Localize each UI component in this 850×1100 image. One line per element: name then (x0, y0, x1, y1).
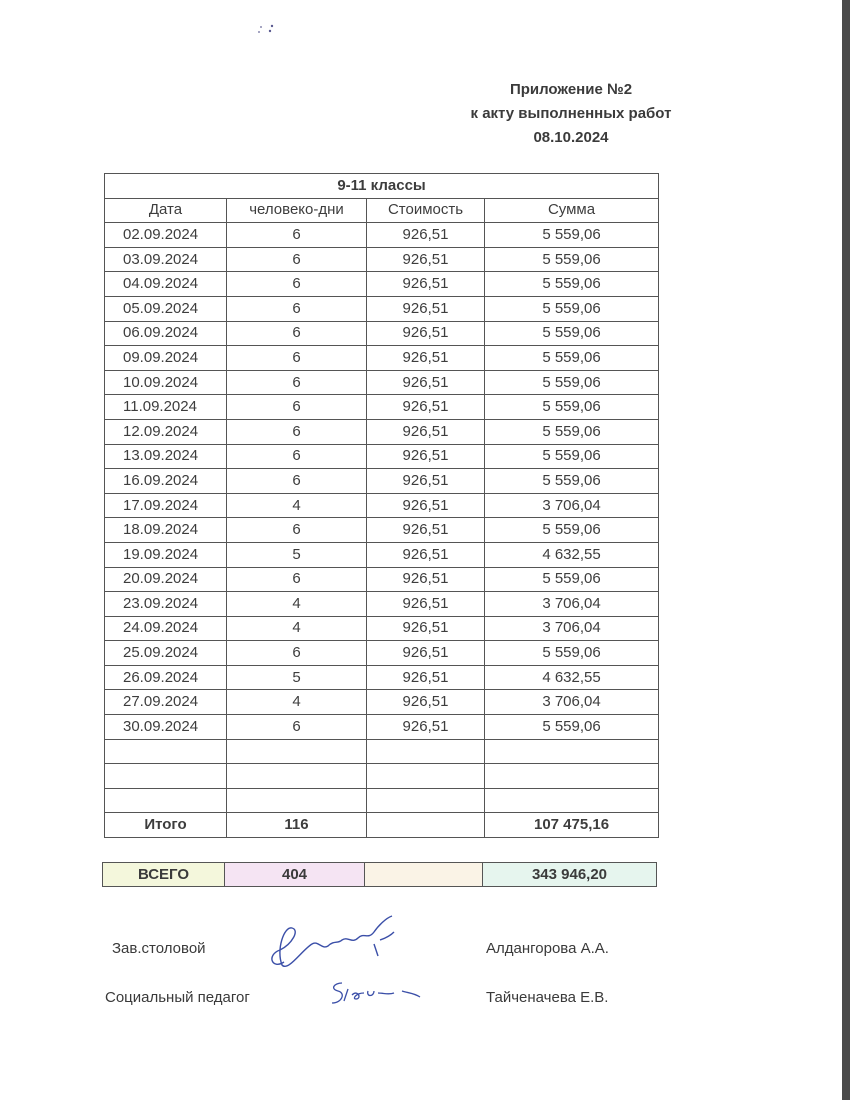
column-header-price: Стоимость (367, 198, 485, 223)
table-row (105, 542, 659, 567)
signatory-name-canteen-head: Алдангорова А.А. (486, 940, 609, 957)
table-row (105, 223, 659, 248)
cell-person-days: 5 (227, 665, 367, 690)
cell-price: 926,51 (367, 690, 485, 715)
empty-cell (367, 739, 485, 764)
grand-total-sum: 343 946,20 (483, 863, 657, 887)
cell-person-days: 6 (227, 247, 367, 272)
cell-price: 926,51 (367, 592, 485, 617)
cell-date: 23.09.2024 (105, 592, 227, 617)
grand-total-person-days: 404 (225, 863, 365, 887)
cell-sum: 5 559,06 (485, 346, 659, 371)
document-heading (430, 78, 712, 150)
cell-date: 12.09.2024 (105, 419, 227, 444)
cell-person-days: 6 (227, 272, 367, 297)
cell-date: 10.09.2024 (105, 370, 227, 395)
cell-date: 25.09.2024 (105, 641, 227, 666)
table-title-row (105, 174, 659, 199)
cell-price: 926,51 (367, 493, 485, 518)
cell-person-days: 6 (227, 296, 367, 321)
cell-date: 17.09.2024 (105, 493, 227, 518)
cell-sum: 4 632,55 (485, 665, 659, 690)
cell-sum: 5 559,06 (485, 715, 659, 740)
cell-date: 06.09.2024 (105, 321, 227, 346)
cell-person-days: 4 (227, 690, 367, 715)
cell-date: 24.09.2024 (105, 616, 227, 641)
cell-price: 926,51 (367, 223, 485, 248)
empty-row (105, 788, 659, 813)
cell-sum: 3 706,04 (485, 616, 659, 641)
column-header-date: Дата (105, 198, 227, 223)
cell-sum: 4 632,55 (485, 542, 659, 567)
table-row (105, 321, 659, 346)
cell-date: 20.09.2024 (105, 567, 227, 592)
cell-price: 926,51 (367, 469, 485, 494)
act-date: 08.10.2024 (533, 129, 609, 146)
cell-sum: 3 706,04 (485, 690, 659, 715)
cell-date: 19.09.2024 (105, 542, 227, 567)
cell-person-days: 5 (227, 542, 367, 567)
cell-date: 16.09.2024 (105, 469, 227, 494)
table-row (105, 518, 659, 543)
cell-date: 09.09.2024 (105, 346, 227, 371)
cell-price: 926,51 (367, 395, 485, 420)
cell-price: 926,51 (367, 616, 485, 641)
cell-date: 02.09.2024 (105, 223, 227, 248)
cell-person-days: 4 (227, 616, 367, 641)
table-row (105, 370, 659, 395)
table-row (105, 592, 659, 617)
cell-sum: 5 559,06 (485, 223, 659, 248)
column-header-person-days: человеко-дни (227, 198, 367, 223)
empty-row (105, 739, 659, 764)
cell-sum: 5 559,06 (485, 518, 659, 543)
empty-cell (227, 764, 367, 789)
cell-person-days: 6 (227, 223, 367, 248)
table-row (105, 272, 659, 297)
cell-date: 04.09.2024 (105, 272, 227, 297)
cell-price: 926,51 (367, 567, 485, 592)
cell-sum: 5 559,06 (485, 272, 659, 297)
cell-price: 926,51 (367, 715, 485, 740)
cell-person-days: 6 (227, 518, 367, 543)
cell-date: 18.09.2024 (105, 518, 227, 543)
total-sum: 107 475,16 (485, 813, 659, 838)
cell-price: 926,51 (367, 641, 485, 666)
cell-person-days: 6 (227, 715, 367, 740)
table-row (105, 419, 659, 444)
cell-price: 926,51 (367, 444, 485, 469)
empty-cell (485, 739, 659, 764)
grand-total-label: ВСЕГО (103, 863, 225, 887)
empty-row (105, 764, 659, 789)
grand-total-row (103, 863, 657, 887)
cell-price: 926,51 (367, 518, 485, 543)
cell-price: 926,51 (367, 665, 485, 690)
cell-sum: 5 559,06 (485, 321, 659, 346)
table-row (105, 346, 659, 371)
empty-cell (227, 788, 367, 813)
cell-price: 926,51 (367, 272, 485, 297)
appendix-title: Приложение №2 (509, 81, 633, 98)
signature-role-canteen-head: Зав.столовой (112, 940, 206, 957)
table-row (105, 247, 659, 272)
signature-role-social-teacher: Социальный педагог (105, 989, 250, 1006)
cell-date: 27.09.2024 (105, 690, 227, 715)
total-row (105, 813, 659, 838)
cell-sum: 3 706,04 (485, 592, 659, 617)
table-row (105, 616, 659, 641)
cell-person-days: 6 (227, 419, 367, 444)
table-row (105, 444, 659, 469)
cell-sum: 5 559,06 (485, 469, 659, 494)
grand-total-table (102, 862, 657, 887)
cell-date: 05.09.2024 (105, 296, 227, 321)
empty-cell (105, 739, 227, 764)
empty-cell (485, 788, 659, 813)
table-header-row (105, 198, 659, 223)
appendix-subtitle: к акту выполненных работ (470, 105, 672, 122)
cell-sum: 5 559,06 (485, 370, 659, 395)
cell-person-days: 4 (227, 493, 367, 518)
cell-price: 926,51 (367, 419, 485, 444)
empty-cell (367, 764, 485, 789)
cell-price: 926,51 (367, 296, 485, 321)
cell-date: 26.09.2024 (105, 665, 227, 690)
cell-sum: 3 706,04 (485, 493, 659, 518)
cell-date: 30.09.2024 (105, 715, 227, 740)
empty-cell (105, 788, 227, 813)
table-row (105, 395, 659, 420)
total-label: Итого (105, 813, 227, 838)
cell-person-days: 6 (227, 370, 367, 395)
cell-price: 926,51 (367, 542, 485, 567)
table-row (105, 469, 659, 494)
total-person-days: 116 (227, 813, 367, 838)
empty-cell (105, 764, 227, 789)
cell-person-days: 6 (227, 395, 367, 420)
scan-edge-bar (842, 0, 850, 1100)
cell-sum: 5 559,06 (485, 395, 659, 420)
cell-sum: 5 559,06 (485, 641, 659, 666)
table-row (105, 690, 659, 715)
table-row (105, 715, 659, 740)
meals-table (104, 173, 659, 838)
cell-price: 926,51 (367, 321, 485, 346)
cell-person-days: 6 (227, 469, 367, 494)
table-title: 9-11 классы (105, 174, 659, 199)
cell-person-days: 6 (227, 444, 367, 469)
cell-date: 03.09.2024 (105, 247, 227, 272)
cell-date: 11.09.2024 (105, 395, 227, 420)
cell-price: 926,51 (367, 346, 485, 371)
signature-canteen-head-icon (262, 910, 402, 980)
cell-sum: 5 559,06 (485, 567, 659, 592)
empty-cell (485, 764, 659, 789)
cell-person-days: 6 (227, 641, 367, 666)
empty-cell (367, 788, 485, 813)
cell-person-days: 6 (227, 346, 367, 371)
cell-sum: 5 559,06 (485, 247, 659, 272)
cell-price: 926,51 (367, 247, 485, 272)
table-row (105, 493, 659, 518)
table-row (105, 567, 659, 592)
empty-cell (227, 739, 367, 764)
table-row (105, 296, 659, 321)
cell-price: 926,51 (367, 370, 485, 395)
column-header-sum: Сумма (485, 198, 659, 223)
cell-person-days: 6 (227, 567, 367, 592)
cell-sum: 5 559,06 (485, 419, 659, 444)
cell-person-days: 6 (227, 321, 367, 346)
cell-sum: 5 559,06 (485, 444, 659, 469)
scan-artifact-marks (255, 22, 279, 38)
cell-sum: 5 559,06 (485, 296, 659, 321)
table-row (105, 665, 659, 690)
cell-person-days: 4 (227, 592, 367, 617)
cell-date: 13.09.2024 (105, 444, 227, 469)
signatory-name-social-teacher: Тайченачева Е.В. (486, 989, 609, 1006)
grand-total-price (365, 863, 483, 887)
signature-social-teacher-icon (322, 975, 432, 1010)
table-row (105, 641, 659, 666)
total-price (367, 813, 485, 838)
